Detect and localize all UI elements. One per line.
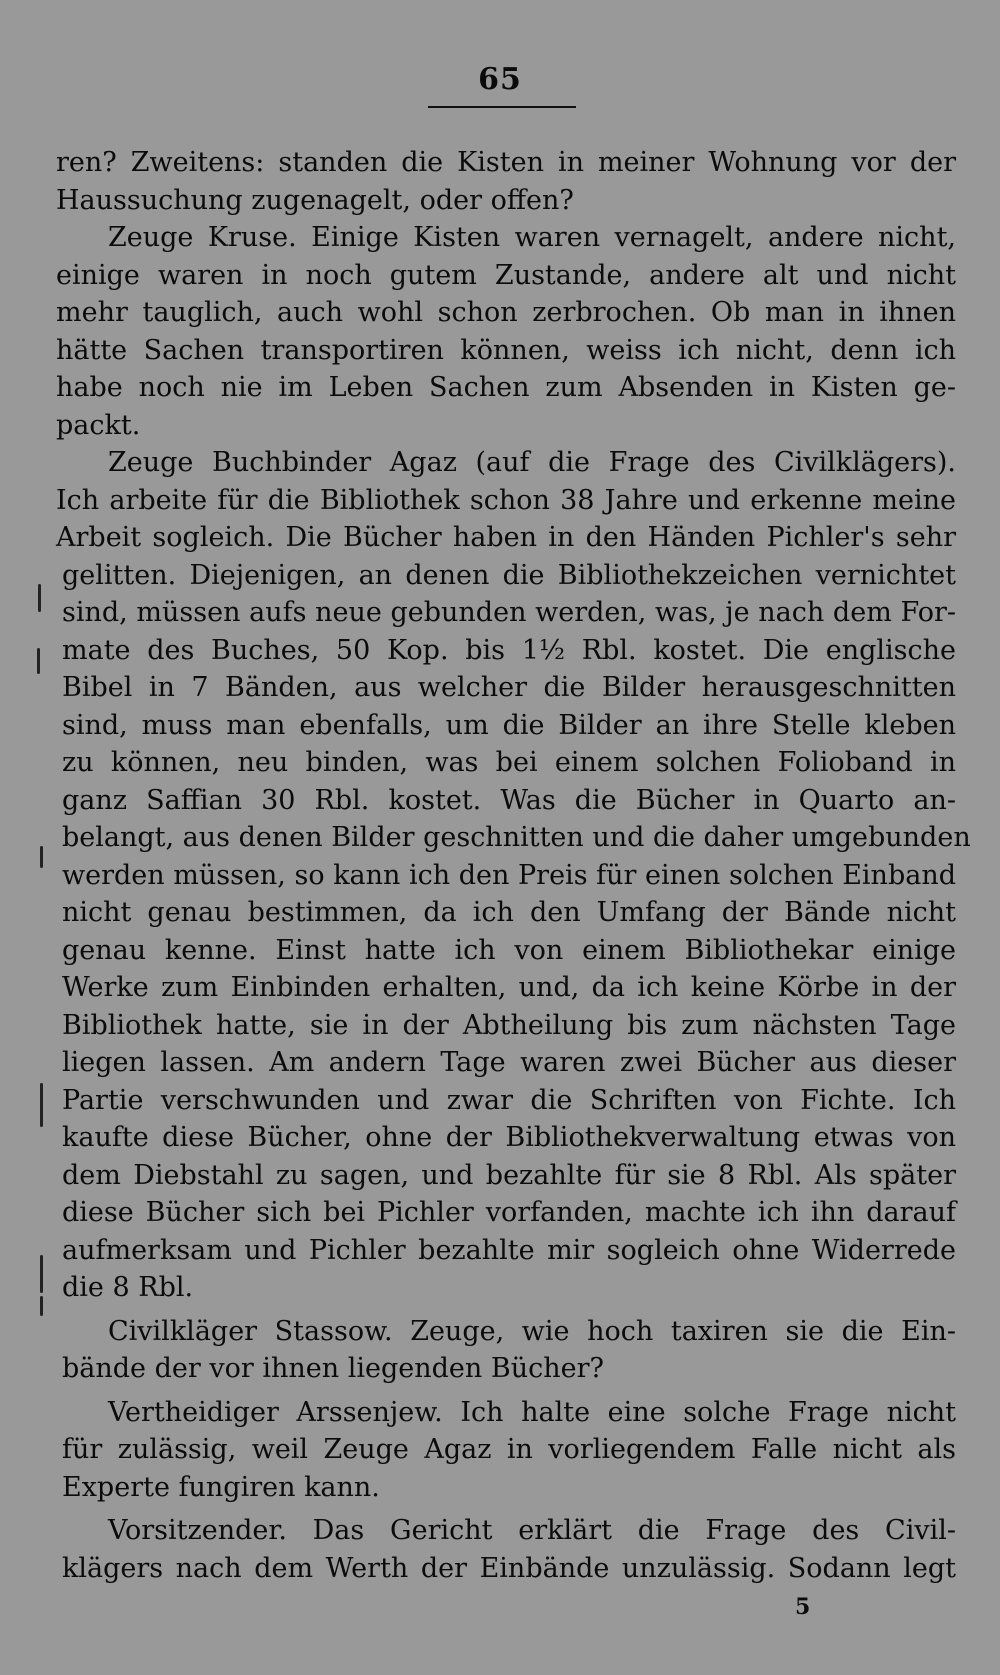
text-line: dem Diebstahl zu sagen, und bezahlte für sie 8 Rbl. Als später [62,1159,956,1191]
text-line: ganz Saffian 30 Rbl. kostet. Was die Bücher in Quarto an- [62,784,956,816]
text-line: mate des Buches, 50 Kop. bis 1½ Rbl. kostet. Die englische [62,634,956,666]
text-line: zu können, neu binden, was bei einem solchen Folioband in [62,747,956,778]
text-line: für zulässig, weil Zeuge Agaz in vorliegendem Falle nicht als [62,1434,956,1465]
text-line: Bibliothek hatte, sie in der Abtheilung bis zum nächsten Tage [62,1009,956,1041]
text-line: ren? Zweitens: standen die Kisten in meiner Wohnung vor der [56,147,956,178]
margin-mark [38,584,41,612]
text-line: Vorsitzender. Das Gericht erklärt die Frage des Civil- [108,1515,956,1546]
text-line: Civilkläger Stassow. Zeuge, wie hoch taxiren sie die Ein- [108,1315,956,1347]
margin-mark [40,1255,43,1293]
text-line: Haussuchung zugenagelt, oder offen? [56,184,574,216]
paragraph-agaz [56,444,971,1307]
text-line: Bibel in 7 Bänden, aus welcher die Bilder herausgeschnitten [62,672,956,703]
text-line: Zeuge Buchbinder Agaz (auf die Frage des Civilklägers). [108,447,956,478]
text-line: Zeuge Kruse. Einige Kisten waren vernagelt, andere nicht, [108,222,956,253]
text-line: packt. [56,409,141,441]
text-line: Vertheidiger Arssenjew. Ich halte eine solche Frage nicht [108,1396,956,1428]
text-line: einige waren in noch gutem Zustande, andere alt und nicht [56,259,956,291]
text-line: belangt, aus denen Bilder geschnitten und die daher umgebunden [62,822,971,853]
text-line: Ich arbeite für die Bibliothek schon 38 Jahre und erkenne meine [56,484,956,516]
text-line: gelitten. Diejenigen, an denen die Bibliothekzeichen vernichtet [62,559,956,591]
text-line: hätte Sachen transportiren können, weiss ich nicht, denn ich [56,334,956,366]
text-line: die 8 Rbl. [62,1272,194,1303]
margin-mark [40,846,43,868]
text-line: sind, müssen aufs neue gebunden werden, was, je nach dem For- [62,597,956,628]
text-line: kaufte diese Bücher, ohne der Bibliothekverwaltung etwas von [62,1122,956,1153]
body-text [56,144,971,1587]
text-line: bände der vor ihnen liegenden Bücher? [62,1353,604,1384]
printer-signature: 5 [795,1594,811,1620]
margin-mark [40,1296,43,1316]
text-line: habe noch nie im Leben Sachen zum Absenden in Kisten ge- [56,372,956,403]
text-line: Werke zum Einbinden erhalten, und, da ich keine Körbe in der [62,972,956,1003]
paragraph-arssenjew [56,1394,956,1507]
text-line: Experte fungiren kann. [62,1471,380,1503]
margin-mark [37,648,40,674]
page-number: 65 [478,62,522,97]
text-line: sind, muss man ebenfalls, um die Bilder an ihre Stelle kleben [62,709,956,741]
text-line: nicht genau bestimmen, da ich den Umfang der Bände nicht [62,897,956,928]
text-line: diese Bücher sich bei Pichler vorfanden, machte ich ihn darauf [62,1197,956,1228]
text-line: Partie verschwunden und zwar die Schriften von Fichte. Ich [62,1084,956,1116]
paragraph-stassow [56,1313,956,1388]
text-line: Arbeit sogleich. Die Bücher haben in den Händen Pichler's sehr [56,522,956,553]
paragraph-vorsitzender [56,1512,956,1587]
text-line: mehr tauglich, auch wohl schon zerbrochen. Ob man in ihnen [56,297,956,328]
paragraph-kruse [56,219,956,444]
header-rule [428,106,576,108]
paragraph-1 [56,144,956,219]
text-line: genau kenne. Einst hatte ich von einem Bibliothekar einige [62,934,956,966]
text-line: werden müssen, so kann ich den Preis für einen solchen Einband [62,859,956,891]
margin-mark [40,1083,43,1127]
text-line: klägers nach dem Werth der Einbände unzulässig. Sodann legt [62,1552,956,1584]
text-line: liegen lassen. Am andern Tage waren zwei Bücher aus dieser [62,1047,956,1078]
text-line: aufmerksam und Pichler bezahlte mir sogleich ohne Widerrede [62,1234,956,1266]
